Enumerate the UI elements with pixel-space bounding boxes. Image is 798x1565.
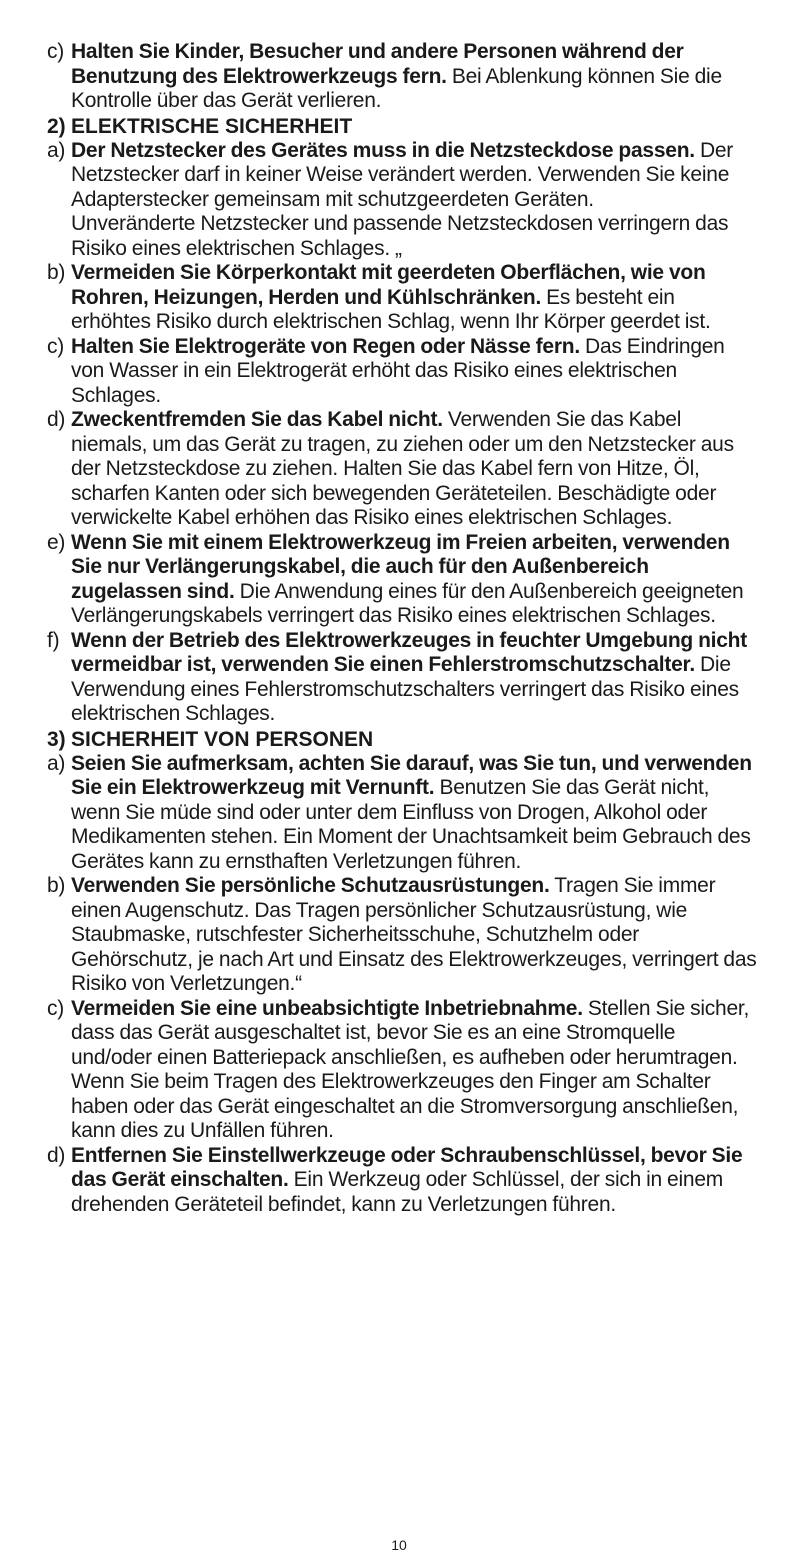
- item-text: Ein Werkzeug oder Schlüssel, der sich in einem drehenden Geräteteil befindet, kann zu Verletzungen führen.: [71, 1168, 724, 1216]
- section-heading: [0, 114, 798, 139]
- safety-item: [0, 261, 798, 335]
- item-label: b): [47, 874, 66, 897]
- item-text: Das Eindringen von Wasser in ein Elektrogerät erhöht das Risiko eines elektrischen Schlages.: [71, 334, 725, 407]
- item-text: Der Netzstecker darf in keiner Weise verändert werden. Verwenden Sie keine Adapterstecker gemeinsam mit schutzgeerdeten Geräten.: [71, 138, 734, 211]
- item-heading: Entfernen Sie Einstellwerkzeuge oder Schraubenschlüssel, bevor Sie das Gerät einschalten.: [71, 1143, 743, 1191]
- safety-item: [0, 752, 798, 875]
- safety-item: [0, 997, 798, 1144]
- item-label: e): [47, 530, 66, 554]
- item-text: Die Anwendung eines für den Außenbereich geeigneten Verlängerungskabels verringert das Risiko eines elektrischen Schlages.: [71, 579, 744, 627]
- item-text: Tragen Sie immer einen Augenschutz. Das Tragen persönlicher Schutzausrüstung, wie Staubmaske, rutschfester Sicherheitsschuhe, Schutzhelm oder Gehörschutz, je nach Art und Einsatz des Elektrowerkzeuges, verringert das Risiko von Verletzungen.“: [71, 874, 757, 995]
- item-text: Bei Ablenkung können Sie die Kontrolle über das Gerät verlieren.: [71, 64, 722, 112]
- item-heading: Seien Sie aufmerksam, achten Sie darauf, was Sie tun, und verwenden Sie ein Elektrowerkzeug mit Vernunft.: [71, 751, 752, 799]
- page-number: 10: [391, 1537, 407, 1553]
- item-extra-text: Medikamenten stehen. Ein Moment der Unachtsamkeit beim Gebrauch des Gerätes kann zu ernsthaften Verletzungen führen.: [71, 825, 751, 873]
- item-heading: Vermeiden Sie Körperkontakt mit geerdeten Oberflächen, wie von Rohren, Heizungen, Herden und Kühlschränken.: [71, 261, 706, 309]
- item-heading: Wenn Sie mit einem Elektrowerkzeug im Freien arbeiten, verwenden Sie nur Verlängerungskabel, die auch für den Außenbereich zugelassen sind.: [71, 530, 730, 603]
- item-label: a): [47, 751, 66, 775]
- section-title: SICHERHEIT VON PERSONEN: [71, 727, 374, 751]
- item-label: c): [47, 996, 64, 1020]
- item-heading: Halten Sie Elektrogeräte von Regen oder Nässe fern.: [71, 334, 580, 358]
- item-label: c): [47, 40, 64, 63]
- safety-item: [0, 335, 798, 409]
- safety-item: [0, 1144, 798, 1218]
- section-title: ELEKTRISCHE SICHERHEIT: [71, 114, 353, 138]
- section-number: 2): [47, 114, 66, 138]
- item-heading: Vermeiden Sie eine unbeabsichtigte Inbetriebnahme.: [71, 996, 583, 1020]
- safety-item: [0, 40, 798, 114]
- item-label: d): [47, 1143, 66, 1167]
- item-heading: Zweckentfremden Sie das Kabel nicht.: [71, 408, 443, 431]
- item-label: c): [47, 334, 64, 358]
- item-heading: Wenn der Betrieb des Elektrowerkzeuges in feuchter Umgebung nicht vermeidbar ist, verwenden Sie einen Fehlerstromschutzschalter.: [71, 628, 748, 676]
- item-label: b): [47, 261, 66, 284]
- item-text: Verwenden Sie das Kabel niemals, um das Gerät zu tragen, zu ziehen oder um den Netzstecker aus der Netzsteckdose zu ziehen. Halten Sie das Kabel fern von Hitze, Öl, scharfen Kanten oder sich bewegenden Geräteteilen. Beschädigte oder verwickelte Kabel erhöhen das Risiko eines elektrischen Schlages.: [71, 408, 734, 529]
- section-heading: [0, 727, 798, 752]
- item-heading: Der Netzstecker des Gerätes muss in die Netzsteckdose passen.: [71, 138, 695, 162]
- safety-item: [0, 629, 798, 727]
- item-label: a): [47, 138, 66, 162]
- item-label: d): [47, 408, 66, 431]
- item-heading: Halten Sie Kinder, Besucher und andere Personen während der Benutzung des Elektrowerkzeugs fern.: [71, 40, 684, 88]
- item-label: f): [47, 628, 60, 652]
- safety-item: [0, 531, 798, 629]
- safety-item: [0, 874, 798, 997]
- item-extra-text: Unveränderte Netzstecker und passende Netzsteckdosen verringern das Risiko eines elektrischen Schlages. „: [71, 212, 729, 260]
- item-text: Es besteht ein erhöhtes Risiko durch elektrischen Schlag, wenn Ihr Körper geerdet ist.: [71, 285, 711, 333]
- item-heading: Verwenden Sie persönliche Schutzausrüstungen.: [71, 874, 550, 897]
- safety-item: [0, 408, 798, 531]
- section-number: 3): [47, 727, 66, 751]
- item-text: Die Verwendung eines Fehlerstromschutzschalters verringert das Risiko eines elektrischen Schlages.: [71, 653, 739, 725]
- safety-item: [0, 139, 798, 262]
- document-page: [0, 40, 798, 1217]
- item-text: Benutzen Sie das Gerät nicht, wenn Sie müde sind oder unter dem Einfluss von Drogen, Alkohol oder: [71, 776, 710, 824]
- item-text: Stellen Sie sicher, dass das Gerät ausgeschaltet ist, bevor Sie es an eine Stromquelle und/oder einen Batteriepack anschließen, es aufheben oder herumtragen. Wenn Sie beim Tragen des Elektrowerkzeuges den Finger am Schalter haben oder das Gerät eingeschaltet an die Stromversorgung anschließen, kann dies zu Unfällen führen.: [71, 996, 750, 1142]
